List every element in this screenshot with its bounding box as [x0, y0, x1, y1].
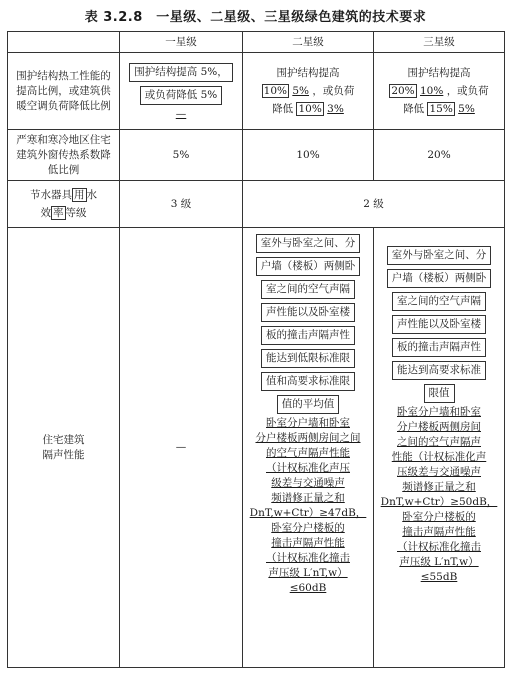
two-star-envelope-c: 5%	[292, 84, 309, 97]
row-acoustic-one: —	[120, 228, 243, 668]
two-star-underlined-line: 频谱修正量之和	[271, 492, 345, 504]
three-star-envelope-b: 20%	[391, 84, 415, 97]
acoustic-label-a: 住宅建筑	[42, 433, 85, 446]
three-star-underlined-line: 性能（计权标准化声	[391, 451, 487, 463]
three-star-acoustic-underlined	[376, 405, 502, 585]
row-water-one: 3 级	[120, 181, 243, 228]
two-star-acoustic-underlined	[245, 416, 371, 596]
water-label-a: 节水器具	[30, 188, 72, 201]
two-star-boxed-line: 声性能以及卧室楼	[261, 303, 355, 322]
two-star-underlined-line: 的空气声隔声性能	[266, 447, 350, 459]
three-star-boxed-line: 板的撞击声隔声性	[392, 338, 486, 357]
three-star-acoustic-boxed	[376, 244, 502, 405]
two-star-boxed-line: 板的撞击声隔声性	[261, 326, 355, 345]
row-window	[8, 130, 505, 181]
row-window-two: 10%	[243, 130, 374, 181]
three-star-underlined-line: 压级差与交通噪声	[397, 466, 481, 478]
row-envelope-two	[243, 53, 374, 130]
water-label-b: 用	[74, 188, 85, 201]
two-star-boxed-line: 值和高要求标准限	[261, 372, 355, 391]
two-star-underlined-line: 级差与交通噪声	[271, 477, 345, 489]
three-star-boxed-line: 室外与卧室之间、分	[387, 246, 492, 265]
two-star-boxed-line: 户墙（楼板）两侧卧	[256, 257, 361, 276]
row-acoustic-label	[8, 228, 120, 668]
two-star-boxed-line: 室之间的空气声隔	[261, 280, 355, 299]
row-window-one: 5%	[120, 130, 243, 181]
two-star-acoustic-boxed	[245, 232, 371, 416]
three-star-underlined-line: 频谱修正量之和	[402, 481, 476, 493]
three-star-underlined-line: ≤55dB	[420, 571, 458, 583]
three-star-envelope-g: 5%	[458, 102, 475, 115]
three-star-envelope-e: 降低	[403, 102, 425, 115]
water-label-c: 水	[86, 188, 97, 201]
two-star-envelope-line1: 围护结构提高	[276, 66, 340, 79]
three-star-envelope-f: 15%	[429, 102, 453, 115]
acoustic-label-b: 隔声性能	[42, 448, 85, 461]
two-star-underlined-line: （计权标准化撞击	[266, 552, 350, 564]
row-water-label	[8, 181, 120, 228]
two-star-underlined-line: 声压级 L′nT,w）	[268, 567, 348, 579]
two-star-boxed-line: 能达到低限标准限	[261, 349, 355, 368]
three-star-envelope-d: ，或负荷	[446, 84, 489, 97]
three-star-underlined-line: 声压级 L′nT,w）	[399, 556, 479, 568]
two-star-underlined-line: 卧室分户墙和卧室	[266, 417, 350, 429]
three-star-boxed-line: 声性能以及卧室楼	[392, 315, 486, 334]
two-star-underlined-line: 分户楼板两侧房间之间	[255, 432, 361, 444]
row-window-label: 严寒和寒冷地区住宅建筑外窗传热系数降低比例	[8, 130, 120, 181]
requirements-table	[7, 31, 505, 668]
one-star-envelope-c: —	[175, 107, 187, 120]
water-label-f: 等级	[65, 206, 87, 219]
two-star-underlined-line: 卧室分户楼板的	[271, 522, 345, 534]
three-star-boxed-line: 户墙（楼板）两侧卧	[387, 269, 492, 288]
three-star-underlined-line: 卧室分户楼板的	[402, 511, 476, 523]
three-star-envelope-c: 10%	[420, 84, 444, 97]
three-star-boxed-line: 限值	[424, 384, 455, 403]
three-star-boxed-line: 室之间的空气声隔	[392, 292, 486, 311]
two-star-envelope-d: ，或负荷	[312, 84, 355, 97]
three-star-underlined-line: 撞击声隔声性能	[402, 526, 476, 538]
row-envelope-three	[374, 53, 505, 130]
row-acoustic-three	[374, 228, 505, 668]
two-star-envelope-g: 3%	[327, 102, 344, 115]
three-star-underlined-line: 分户楼板两侧房间	[397, 421, 481, 433]
two-star-underlined-line: 撞击声隔声性能	[271, 537, 345, 549]
table-title: 表 3.2.8 一星级、二星级、三星级绿色建筑的技术要求	[84, 10, 427, 25]
two-star-underlined-line: ≤60dB	[289, 582, 327, 594]
three-star-boxed-line: 能达到高要求标准	[392, 361, 486, 380]
one-star-envelope-b: 或负荷降低 5%	[140, 86, 223, 105]
row-window-three: 20%	[374, 130, 505, 181]
two-star-boxed-line: 室外与卧室之间、分	[256, 234, 361, 253]
row-water	[8, 181, 505, 228]
three-star-underlined-line: DnT,w+Ctr）≥50dB，	[380, 496, 498, 508]
two-star-envelope-b: 10%	[263, 84, 287, 97]
three-star-underlined-line: 之间的空气声隔声	[397, 436, 481, 448]
water-label-e: 率	[53, 206, 64, 219]
one-star-envelope-a: 围护结构提高 5%，	[129, 63, 233, 82]
two-star-envelope-f: 10%	[298, 102, 322, 115]
row-envelope-label: 围护结构热工性能的提高比例，或建筑供暖空调负荷降低比例	[8, 53, 120, 130]
header-row	[8, 32, 505, 53]
row-acoustic	[8, 228, 505, 668]
three-star-underlined-line: 卧室分户墙和卧室	[397, 406, 481, 418]
row-acoustic-two	[243, 228, 374, 668]
two-star-underlined-line: DnT,w+Ctr）≥47dB，	[249, 507, 367, 519]
two-star-envelope-e: 降低	[272, 102, 294, 115]
two-star-underlined-line: （计权标准化声压	[266, 462, 350, 474]
two-star-boxed-line: 值的平均值	[277, 395, 340, 414]
header-blank	[8, 32, 120, 53]
three-star-envelope-line1: 围护结构提高	[407, 66, 471, 79]
row-envelope-one	[120, 53, 243, 130]
header-three-star: 三星级	[374, 32, 505, 53]
row-water-two-three: 2 级	[243, 181, 505, 228]
water-label-d: 效	[40, 206, 51, 219]
header-one-star: 一星级	[120, 32, 243, 53]
header-two-star: 二星级	[243, 32, 374, 53]
three-star-underlined-line: （计权标准化撞击	[397, 541, 481, 553]
row-envelope	[8, 53, 505, 130]
